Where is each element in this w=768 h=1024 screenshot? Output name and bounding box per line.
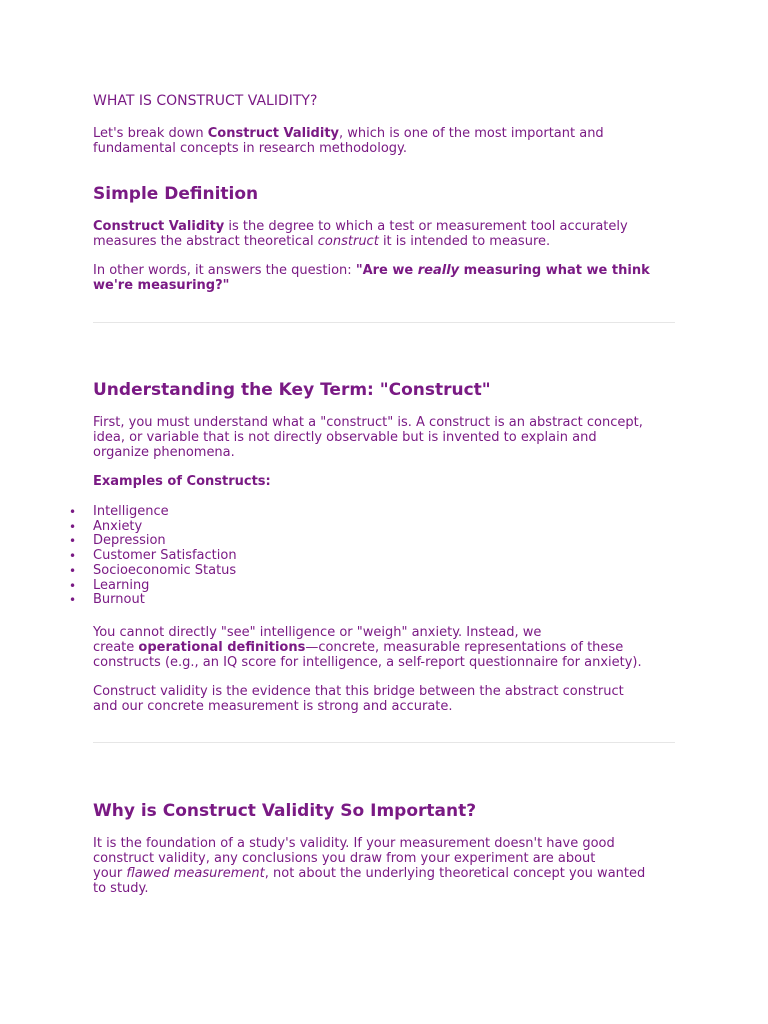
bullet-icon: • (69, 563, 77, 578)
operational-paragraph: You cannot directly "see" intelligence or "weigh" anxiety. Instead, we create operational definitions—concrete, measurable representations of these constructs (e.g., an IQ score for intelligence, a self-report questionnaire for anxiety). (93, 625, 642, 670)
bullet-icon: • (69, 549, 77, 564)
bullet-icon: • (69, 578, 77, 593)
bridge-paragraph: Construct validity is the evidence that this bridge between the abstract construct and our concrete measurement is strong and accurate. (93, 684, 624, 714)
examples-heading: Examples of Constructs: (93, 474, 271, 489)
bullet-icon: • (69, 593, 77, 608)
examples-list (69, 504, 237, 608)
list-item: • Customer Satisfaction (69, 548, 237, 564)
bullet-icon: • (69, 534, 77, 549)
list-item: • Intelligence (69, 504, 169, 519)
bullet-icon: • (69, 519, 77, 534)
heading-importance: Why is Construct Validity So Important? (93, 801, 477, 821)
section-divider (93, 742, 675, 743)
definition-paragraph: Construct Validity is the degree to which a test or measurement tool accurately measures the abstract theoretical construct it is intended to measure. (93, 219, 628, 249)
construct-paragraph: First, you must understand what a "construct" is. A construct is an abstract concept, idea, or variable that is not directly observable but is invented to explain and organize phenomena. (93, 415, 643, 460)
question-paragraph: In other words, it answers the question: "Are we really measuring what we think we're measuring?" (93, 263, 650, 293)
heading-simple-definition: Simple Definition (93, 184, 259, 204)
page-title: WHAT IS CONSTRUCT VALIDITY? (93, 93, 318, 109)
intro-paragraph: Let's break down Construct Validity, which is one of the most important and fundamental concepts in research methodology. (93, 126, 604, 156)
bullet-icon: • (69, 505, 77, 519)
heading-key-term: Understanding the Key Term: "Construct" (93, 380, 491, 400)
section-divider (93, 322, 675, 323)
importance-paragraph: It is the foundation of a study's validity. If your measurement doesn't have good construct validity, any conclusions you draw from your experiment are about your flawed measurement, not about the underlying theoretical concept you wanted to study. (93, 836, 646, 896)
list-item: • Learning (69, 577, 150, 593)
list-item: • Anxiety (69, 518, 143, 534)
list-item: • Socioeconomic Status (69, 562, 237, 578)
list-item: • Depression (69, 533, 166, 549)
list-item: • Burnout (69, 592, 145, 608)
